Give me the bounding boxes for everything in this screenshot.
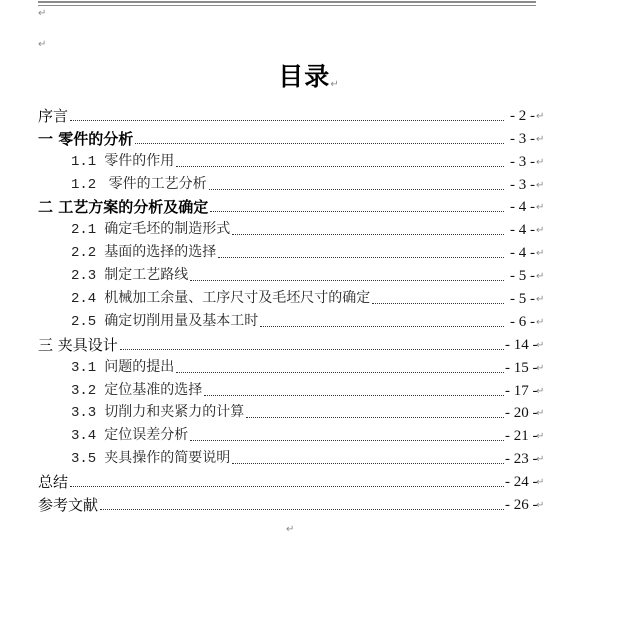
toc-entry-number: 3.3 [71, 405, 97, 422]
dot-leader [176, 166, 504, 167]
toc-entry-text: 夹具操作的简要说明 [104, 450, 231, 467]
toc-entry[interactable] [38, 309, 548, 332]
toc-entry[interactable] [38, 286, 548, 309]
toc-entry-text: 问题的提出 [104, 358, 175, 375]
toc-entry-text: 切削力和夹紧力的计算 [104, 404, 245, 421]
toc-entry[interactable] [38, 378, 548, 401]
dot-leader [246, 417, 504, 418]
toc-entry-text: 定位误差分析 [104, 427, 189, 444]
toc-entry-text: 二 工艺方案的分析及确定 [38, 198, 209, 217]
toc-entry-text: 零件的作用 [104, 152, 175, 169]
header-rule [38, 1, 536, 6]
paragraph-mark-icon: ↵ [38, 39, 47, 50]
toc-entry-text: 确定切削用量及基本工时 [104, 312, 259, 329]
dot-leader [232, 463, 504, 464]
toc-entry-label[interactable] [71, 174, 209, 195]
toc-entry-label[interactable] [71, 219, 232, 240]
paragraph-mark-icon: ↵ [536, 133, 545, 145]
toc-page-number[interactable]: - 4 - [510, 222, 535, 239]
toc-entry-number: 3.4 [71, 428, 97, 445]
toc-entry-text: 制定工艺路线 [104, 267, 189, 284]
toc-entry[interactable] [38, 446, 548, 469]
toc-entry-label[interactable] [38, 106, 70, 126]
toc-entry-text: 序言 [38, 106, 69, 125]
toc-page-number[interactable]: - 5 - [510, 268, 535, 285]
paragraph-mark-icon: ↵ [536, 271, 545, 283]
dot-leader [210, 211, 504, 212]
toc-entry-number: 2.3 [71, 268, 97, 285]
toc-entry-label[interactable] [71, 357, 176, 378]
toc-page-number[interactable]: - 4 - [510, 245, 535, 262]
toc-entry[interactable] [38, 401, 548, 424]
paragraph-mark-icon: ↵ [536, 202, 545, 214]
toc-page-number[interactable]: - 17 - [505, 382, 538, 399]
dot-leader [70, 486, 504, 487]
toc-entry-text: 机械加工余量、工序尺寸及毛坯尺寸的确定 [104, 290, 371, 307]
dot-leader [372, 303, 504, 304]
paragraph-mark-icon: ↵ [536, 454, 545, 466]
dot-leader [176, 372, 504, 373]
toc-entry-text: 基面的选择的选择 [104, 244, 217, 261]
toc-entry-number: 2.4 [71, 291, 97, 308]
dot-leader [190, 280, 504, 281]
toc-entry[interactable] [38, 217, 548, 240]
toc-entry-text: 三 夹具设计 [38, 335, 118, 354]
toc-entry-number: 2.2 [71, 245, 97, 262]
page-title [0, 60, 618, 102]
toc-entry-text: 参考文献 [38, 496, 99, 515]
dot-leader [204, 395, 504, 396]
toc-page-number[interactable]: - 6 - [510, 313, 535, 330]
toc-entry-text: 确定毛坯的制造形式 [104, 221, 231, 238]
paragraph-mark-icon: ↵ [330, 79, 340, 90]
toc-page-number[interactable]: - 26 - [505, 497, 538, 514]
paragraph-mark-icon: ↵ [536, 408, 545, 420]
paragraph-mark-icon: ↵ [536, 156, 545, 168]
paragraph-mark-icon: ↵ [536, 362, 545, 374]
toc-entry-label[interactable] [71, 380, 204, 401]
paragraph-mark-icon: ↵ [536, 477, 545, 489]
dot-leader [190, 440, 504, 441]
toc-entry-text: 一 零件的分析 [38, 129, 134, 148]
toc-entry-number: 3.2 [71, 382, 97, 399]
paragraph-mark-icon: ↵ [536, 500, 545, 512]
toc-entry-label[interactable] [71, 242, 218, 263]
toc-entry-number: 2.5 [71, 313, 97, 330]
paragraph-mark-icon: ↵ [536, 179, 545, 191]
toc-entry-label[interactable] [38, 335, 120, 355]
toc-entry-text: 总结 [38, 473, 69, 492]
toc-entry-label[interactable] [38, 129, 135, 149]
dot-leader [218, 257, 504, 258]
toc-entry-label[interactable] [38, 472, 70, 492]
toc-entry-label[interactable] [71, 448, 232, 469]
toc-entry-number: 1.2 [71, 176, 97, 193]
toc-page-number[interactable]: - 15 - [505, 359, 538, 376]
toc-entry-text: 定位基准的选择 [104, 381, 203, 398]
dot-leader [135, 143, 504, 144]
toc-entry-label[interactable] [71, 311, 260, 332]
toc-entry-label[interactable] [38, 197, 210, 217]
dot-leader [232, 234, 504, 235]
toc-entry-label[interactable] [38, 495, 100, 515]
toc-entry-number: 2.1 [71, 222, 97, 239]
toc-page-number[interactable]: - 3 - [510, 153, 535, 170]
toc-page-number[interactable]: - 14 - [505, 336, 538, 353]
paragraph-mark-icon: ↵ [536, 225, 545, 237]
toc-entry-label[interactable] [71, 265, 190, 286]
toc-entry[interactable] [38, 263, 548, 286]
paragraph-mark-icon: ↵ [38, 8, 47, 19]
paragraph-mark-icon: ↵ [536, 385, 545, 397]
toc-entry-label[interactable] [71, 288, 372, 309]
toc-entry[interactable] [38, 423, 548, 446]
toc-entry-label[interactable] [71, 402, 246, 423]
toc-page-number[interactable]: - 2 - [510, 107, 535, 124]
toc-entry[interactable] [38, 195, 548, 218]
toc-entry[interactable] [38, 240, 548, 263]
toc-entry[interactable] [38, 469, 548, 492]
toc-entry[interactable] [38, 492, 548, 515]
toc-entry-number: 3.1 [71, 359, 97, 376]
toc-page-number[interactable]: - 24 - [505, 474, 538, 491]
toc-page-number[interactable]: - 3 - [510, 176, 535, 193]
toc-entry[interactable] [38, 126, 548, 149]
toc-entry-label[interactable] [71, 425, 190, 446]
toc-title: 目录 [278, 62, 331, 91]
toc-page-number[interactable]: - 4 - [510, 199, 535, 216]
toc-page-number[interactable]: - 20 - [505, 405, 538, 422]
dot-leader [260, 326, 504, 327]
toc-entry-label[interactable] [71, 151, 176, 172]
dot-leader [100, 509, 504, 510]
paragraph-mark-icon: ↵ [286, 524, 295, 535]
paragraph-mark-icon: ↵ [536, 110, 545, 122]
paragraph-mark-icon: ↵ [536, 431, 545, 443]
dot-leader [70, 120, 504, 121]
toc-entry[interactable] [38, 149, 548, 172]
toc-page-number[interactable]: - 21 - [505, 428, 538, 445]
paragraph-mark-icon: ↵ [536, 248, 545, 260]
table-of-contents [38, 103, 548, 515]
paragraph-mark-icon: ↵ [536, 294, 545, 306]
dot-leader [120, 349, 504, 350]
toc-page-number[interactable]: - 3 - [510, 130, 535, 147]
toc-entry[interactable] [38, 103, 548, 126]
toc-entry[interactable] [38, 355, 548, 378]
toc-page-number[interactable]: - 23 - [505, 451, 538, 468]
toc-page-number[interactable]: - 5 - [510, 291, 535, 308]
toc-entry-number: 1.1 [71, 153, 97, 170]
toc-entry-text: 零件的工艺分析 [104, 175, 207, 192]
toc-entry[interactable] [38, 332, 548, 355]
dot-leader [209, 189, 504, 190]
toc-entry-number: 3.5 [71, 451, 97, 468]
paragraph-mark-icon: ↵ [536, 316, 545, 328]
toc-entry[interactable] [38, 172, 548, 195]
paragraph-mark-icon: ↵ [536, 339, 545, 351]
